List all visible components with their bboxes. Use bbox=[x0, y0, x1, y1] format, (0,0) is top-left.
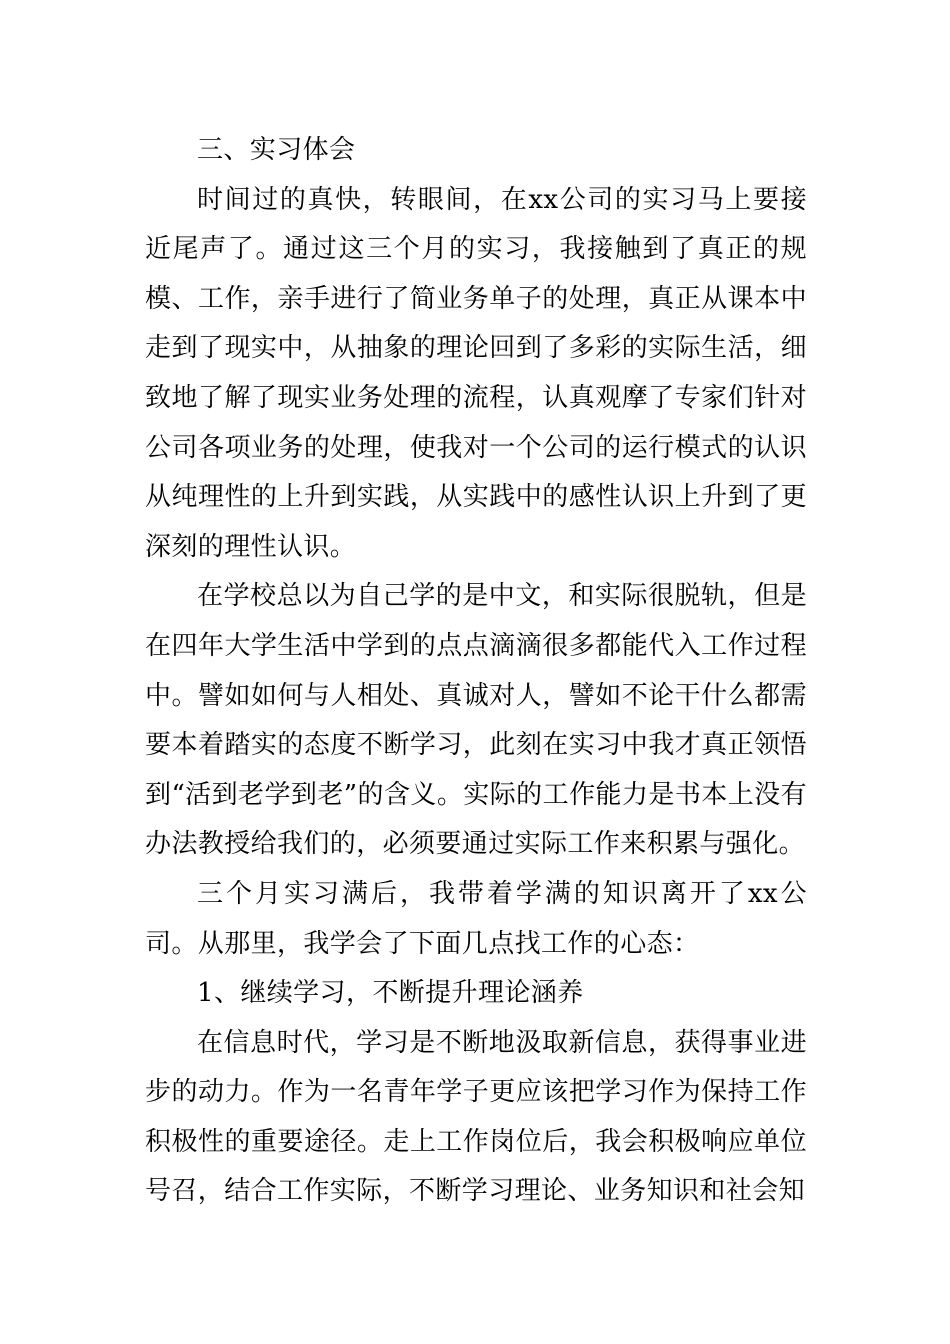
subheading-continue-learning: 1、继续学习，不断提升理论涵养 bbox=[197, 978, 584, 1009]
paragraph-information-age: 在信息时代，学习是不断地汲取新信息，获得事业进步的动力。作为一名青年学子更应该把学习作为保持工作积极性的重要途径。走上工作岗位后，我会积极响应单位号召，结合工作实际，不断学习理论、业务知识和社会知 bbox=[145, 1027, 807, 1207]
paragraph-internship-summary: 时间过的真快，转眼间，在xx公司的实习马上要接近尾声了。通过这三个月的实习，我接触到了真正的规模、工作，亲手进行了简业务单子的处理，真正从课本中走到了现实中，从抽象的理论回到了多彩的实际生活，细致地了解了现实业务处理的流程，认真观摩了专家们针对公司各项业务的处理，使我对一个公司的运行模式的认识从纯理性的上升到实践，从实践中的感性认识上升到了更深刻的理性认识。 bbox=[145, 184, 807, 562]
paragraph-after-internship: 三个月实习满后，我带着学满的知识离开了xx公司。从那里，我学会了下面几点找工作的心态： bbox=[145, 878, 807, 959]
section-heading: 三、实习体会 bbox=[197, 135, 356, 165]
paragraph-school-learning: 在学校总以为自己学的是中文，和实际很脱轨，但是在四年大学生活中学到的点点滴滴很多都能代入工作过程中。譬如如何与人相处、真诚对人，譬如不论干什么都需要本着踏实的态度不断学习，此刻在实习中我才真正领悟到“活到老学到老”的含义。实际的工作能力是书本上没有办法教授给我们的，必须要通过实际工作来积累与强化。 bbox=[145, 581, 807, 860]
document-body bbox=[145, 126, 807, 1217]
